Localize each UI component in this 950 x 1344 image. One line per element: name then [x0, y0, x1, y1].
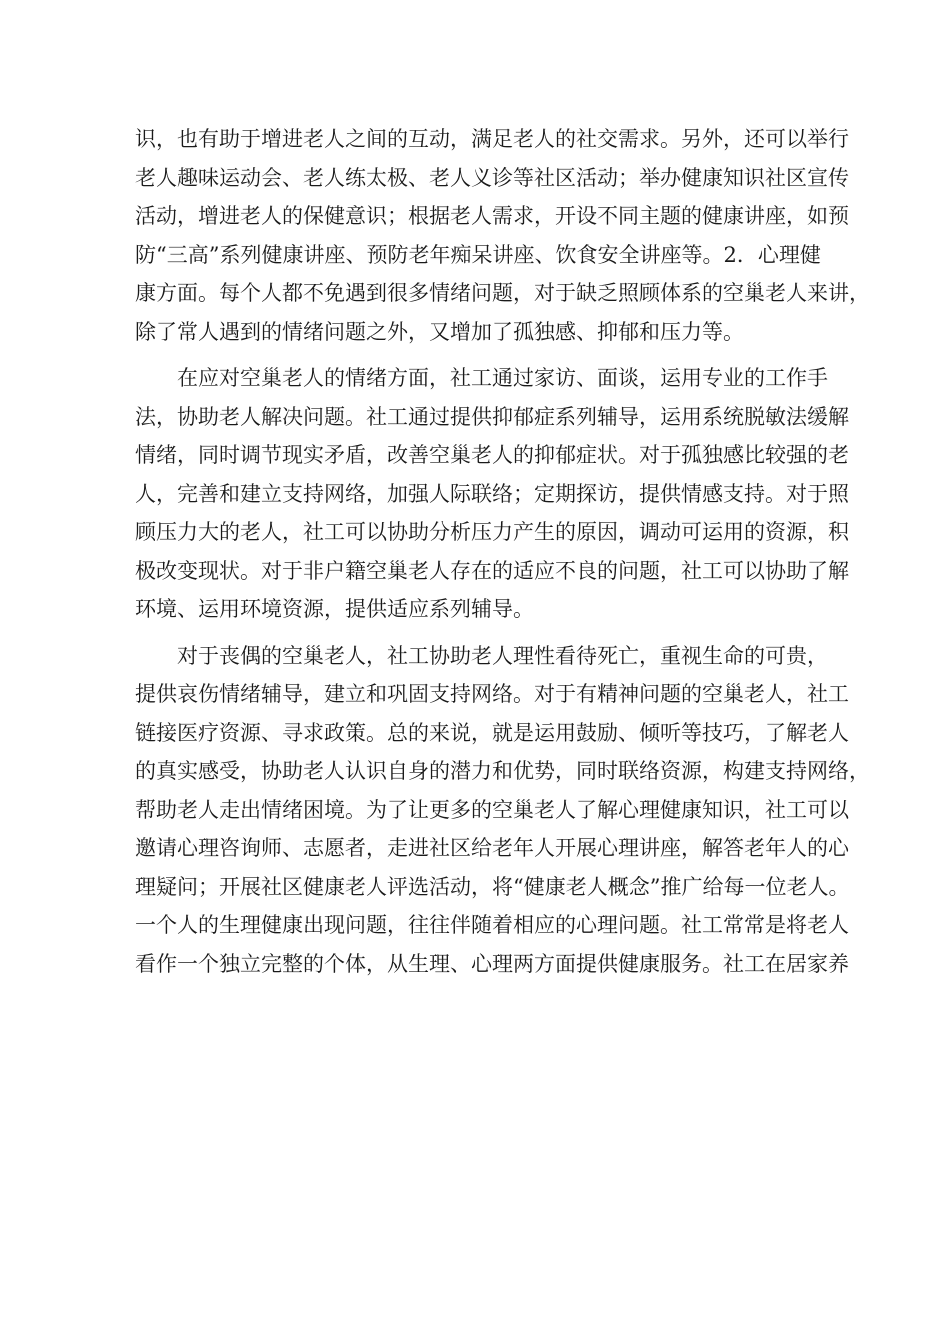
text-line: 人，完善和建立支持网络，加强人际联络；定期探访，提供情感支持。对于照	[135, 481, 849, 506]
text-line: 环境、运用环境资源，提供适应系列辅导。	[135, 597, 534, 621]
paragraph-3	[135, 637, 870, 984]
text-line: 法，协助老人解决问题。社工通过提供抑郁症系列辅导，运用系统脱敏法缓解	[135, 404, 849, 429]
text-line: 除了常人遇到的情绪问题之外，又增加了孤独感、抑郁和压力等。	[135, 319, 744, 344]
text-line: 防“三高”系列健康讲座、预防老年痴呆讲座、饮食安全讲座等。2．心理健	[135, 242, 821, 267]
paragraph-2	[135, 359, 849, 629]
text-line: 邀请心理咨询师、志愿者，走进社区给老年人开展心理讲座，解答老年人的心	[135, 836, 849, 860]
text-line: 在应对空巢老人的情绪方面，社工通过家访、面谈，运用专业的工作手	[135, 366, 828, 390]
text-line: 理疑问；开展社区健康老人评选活动，将“健康老人概念”推广给每一位老人。	[135, 874, 850, 899]
paragraph-1	[135, 120, 870, 351]
document-body	[135, 120, 870, 983]
text-line: 康方面。每个人都不免遇到很多情绪问题，对于缺乏照顾体系的空巢老人来讲，	[135, 281, 870, 305]
text-line: 看作一个独立完整的个体，从生理、心理两方面提供健康服务。社工在居家养	[135, 951, 849, 976]
text-line: 老人趣味运动会、老人练太极、老人义诊等社区活动；举办健康知识社区宣传	[135, 165, 849, 190]
text-line: 顾压力大的老人，社工可以协助分析压力产生的原因，调动可运用的资源，积	[135, 520, 849, 544]
paragraph-spacer	[135, 629, 835, 637]
text-line: 情绪，同时调节现实矛盾，改善空巢老人的抑郁症状。对于孤独感比较强的老	[135, 443, 849, 467]
text-line: 提供哀伤情绪辅导，建立和巩固支持网络。对于有精神问题的空巢老人，社工	[135, 682, 849, 706]
text-line: 的真实感受，协助老人认识自身的潜力和优势，同时联络资源，构建支持网络，	[135, 759, 870, 783]
text-line: 对于丧偶的空巢老人，社工协助老人理性看待死亡，重视生命的可贵，	[135, 643, 828, 668]
paragraph-spacer	[135, 351, 835, 359]
text-line: 帮助老人走出情绪困境。为了让更多的空巢老人了解心理健康知识，社工可以	[135, 797, 849, 822]
text-line: 极改变现状。对于非户籍空巢老人存在的适应不良的问题，社工可以协助了解	[135, 558, 849, 583]
text-line: 链接医疗资源、寻求政策。总的来说，就是运用鼓励、倾听等技巧，了解老人	[135, 720, 849, 745]
text-line: 识，也有助于增进老人之间的互动，满足老人的社交需求。另外，还可以举行	[135, 127, 849, 151]
text-line: 一个人的生理健康出现问题，往往伴随着相应的心理问题。社工常常是将老人	[135, 913, 849, 937]
text-line: 活动，增进老人的保健意识；根据老人需求，开设不同主题的健康讲座，如预	[135, 204, 849, 228]
